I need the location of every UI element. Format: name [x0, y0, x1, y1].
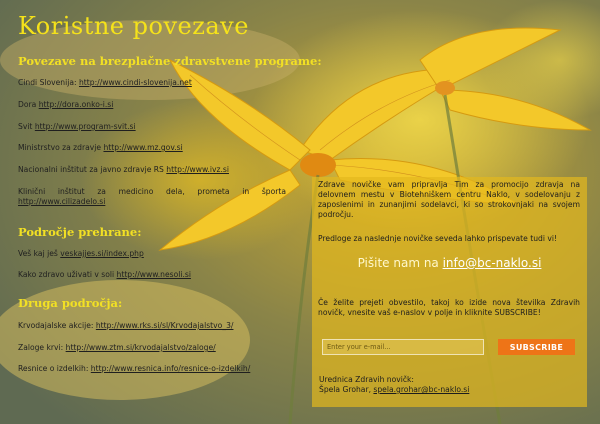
newsletter-panel	[312, 177, 587, 407]
link-cindi[interactable]: http://www.cindi-slovenija.net	[78, 78, 192, 87]
panel-suggest-text: Predloge za naslednje novičke seveda lahko prispevate tudi vi!	[318, 234, 558, 243]
link-ztm[interactable]: http://www.ztm.si/krvodajalstvo/zaloge/	[65, 343, 216, 352]
section-heading-free-programs: Povezave na brezplačne zdravstvene programe:	[18, 54, 322, 68]
item-label: Zaloge krvi:	[18, 343, 66, 352]
panel-subscribe-text: Če želite prejeti obvestilo, takoj ko izide nova številka Zdravih novičk, vnesite vaš e-naslov v polje in kliknite SUBSCRIBE!	[318, 298, 580, 317]
item-label: Krvodajalske akcije:	[18, 321, 96, 330]
link-ministry[interactable]: http://www.mz.gov.si	[103, 143, 183, 152]
editor-name: Špela Grohar,	[319, 385, 374, 394]
contact-email-link[interactable]: info@bc-naklo.si	[442, 256, 542, 270]
item-label: Svit	[18, 122, 35, 131]
list-item	[18, 100, 286, 110]
section-heading-nutrition: Področje prehrane:	[18, 225, 142, 239]
item-label: Klinični inštitut za medicino dela, prometa in športa	[18, 187, 286, 196]
item-label: Veš kaj ješ	[18, 249, 61, 258]
list-item	[18, 321, 286, 331]
editor-email-link[interactable]: spela.grohar@bc-naklo.si	[373, 385, 470, 394]
panel-intro-text: Zdrave novičke vam pripravlja Tim za promocijo zdravja na delovnem mestu v Biotehniškem centru Naklo, v sodelovanju z zaposlenimi in zunanjimi sodelavci, ki so strokovnjaki na svojem področju.	[318, 180, 580, 219]
list-item	[18, 165, 286, 175]
item-label: Nacionalni inštitut za javno zdravje RS	[18, 165, 167, 174]
link-rks[interactable]: http://www.rks.si/sl/Krvodajalstvo_3/	[95, 321, 234, 330]
list-item	[18, 187, 286, 207]
contact-line	[312, 256, 587, 270]
list-item	[18, 249, 286, 259]
item-label: Cindi Slovenija:	[18, 78, 79, 87]
page-title: Koristne povezave	[18, 12, 249, 40]
item-label: Dora	[18, 100, 39, 109]
subscribe-button[interactable]: SUBSCRIBE	[498, 339, 575, 355]
list-item	[18, 343, 286, 353]
link-cilizadelo[interactable]: http://www.cilizadelo.si	[18, 197, 106, 206]
list-item	[18, 143, 286, 153]
list-item	[18, 78, 286, 88]
editor-title: Urednica Zdravih novičk:	[319, 375, 414, 384]
editor-info	[319, 375, 581, 395]
contact-prefix: Pišite nam na	[357, 256, 443, 270]
section-heading-other: Druga področja:	[18, 296, 123, 310]
editor-line	[319, 385, 581, 395]
link-nesoli[interactable]: http://www.nesoli.si	[116, 270, 191, 279]
link-resnica[interactable]: http://www.resnica.info/resnice-o-izdelkih/	[90, 364, 251, 373]
email-input[interactable]	[322, 339, 484, 355]
item-label: Ministrstvo za zdravje	[18, 143, 104, 152]
link-dora[interactable]: http://dora.onko-i.si	[38, 100, 114, 109]
link-veskajjes[interactable]: veskajjes.si/index.php	[60, 249, 144, 258]
link-nijz[interactable]: http://www.ivz.si	[166, 165, 229, 174]
list-item	[18, 270, 286, 280]
item-label: Resnice o izdelkih:	[18, 364, 91, 373]
item-label: Kako zdravo uživati v soli	[18, 270, 117, 279]
list-item	[18, 364, 286, 374]
list-item	[18, 122, 286, 132]
link-svit[interactable]: http://www.program-svit.si	[34, 122, 136, 131]
